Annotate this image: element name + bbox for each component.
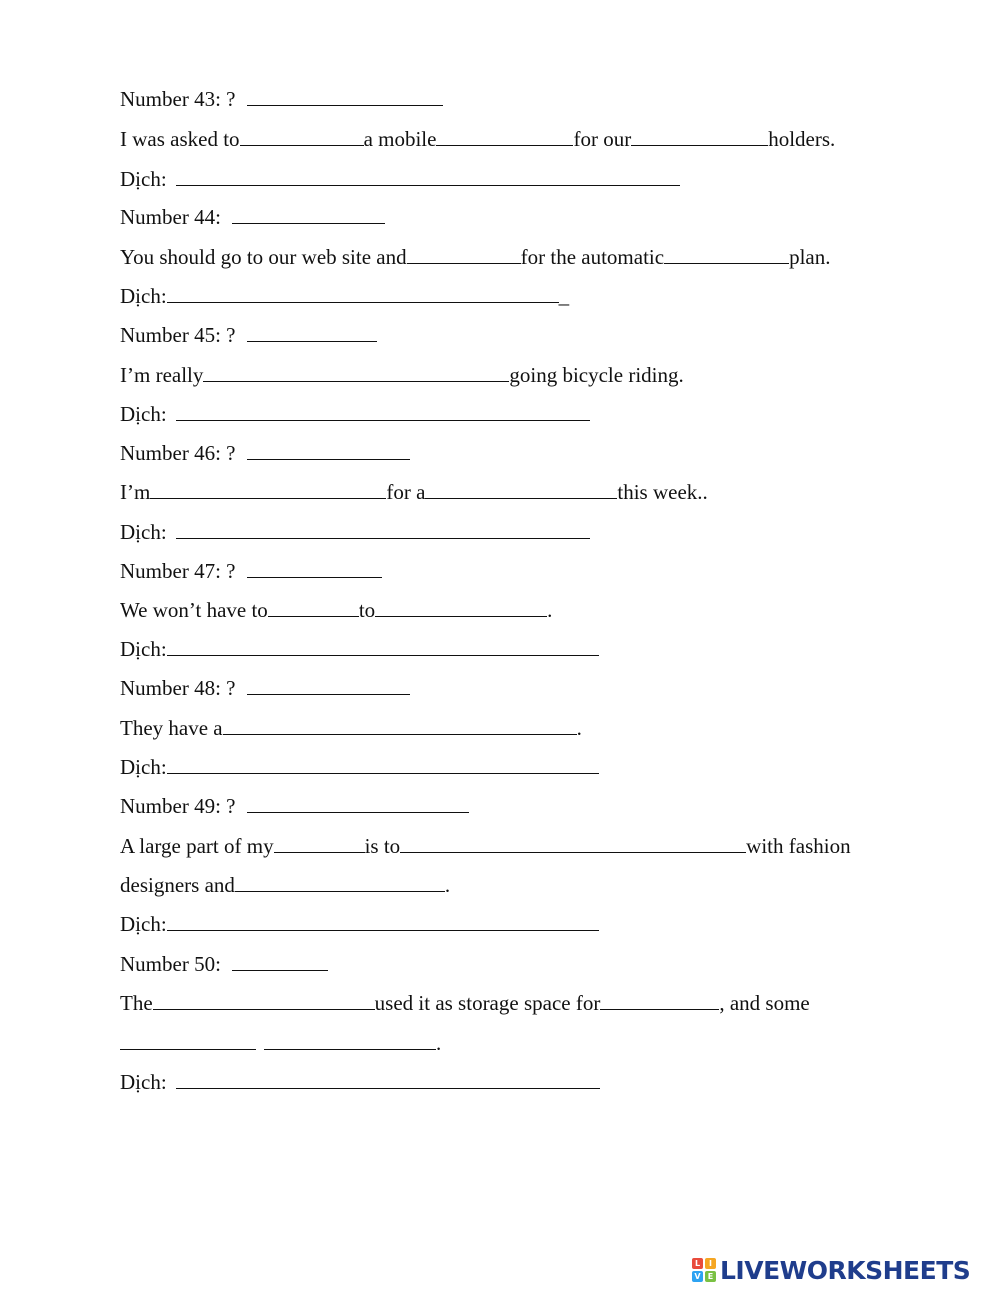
question-44-label: Number 44: [120, 205, 221, 229]
question-50-answer-blank[interactable] [232, 950, 328, 971]
sentence-blank[interactable] [425, 478, 617, 499]
question-46-answer-blank[interactable] [247, 439, 410, 460]
logo-cell: V [692, 1271, 703, 1282]
sentence-text: A large part of my [120, 834, 274, 858]
question-49-sentence-continued [120, 871, 450, 899]
sentence-blank[interactable] [274, 832, 365, 853]
sentence-text: The [120, 991, 153, 1015]
translation-label: Dịch: [120, 1070, 167, 1094]
question-45-sentence [120, 361, 684, 389]
question-48-sentence [120, 714, 582, 742]
question-50-sentence [120, 989, 810, 1017]
sentence-text: holders. [768, 127, 836, 151]
question-45-label: Number 45: ? [120, 323, 236, 347]
sentence-text: for the automatic [520, 245, 665, 269]
translation-blank[interactable] [176, 400, 590, 421]
question-43-translation [120, 165, 680, 193]
question-50-label-line [120, 950, 328, 978]
sentence-text: You should go to our web site and [120, 245, 407, 269]
question-44-translation [120, 282, 569, 310]
sentence-blank[interactable] [600, 989, 719, 1010]
question-43-answer-blank[interactable] [247, 85, 443, 106]
sentence-text: I’m [120, 480, 151, 504]
translation-label: Dịch: [120, 520, 167, 544]
question-45-answer-blank[interactable] [247, 321, 377, 342]
sentence-text: this week.. [617, 480, 708, 504]
question-46-sentence [120, 478, 708, 506]
liveworksheets-brand [692, 1255, 970, 1285]
sentence-blank[interactable] [264, 1029, 436, 1050]
sentence-text: . [444, 873, 451, 897]
translation-suffix: _ [558, 284, 570, 308]
translation-blank[interactable] [167, 282, 559, 303]
sentence-blank[interactable] [375, 596, 547, 617]
question-43-sentence [120, 125, 835, 153]
logo-cell: L [692, 1258, 703, 1269]
sentence-text: . [436, 1031, 442, 1055]
translation-blank[interactable] [167, 910, 599, 931]
question-48-label-line [120, 674, 410, 702]
question-44-label-line [120, 203, 385, 231]
sentence-blank[interactable] [268, 596, 359, 617]
question-48-answer-blank[interactable] [247, 674, 410, 695]
question-49-answer-blank[interactable] [247, 792, 469, 813]
sentence-blank[interactable] [407, 243, 521, 264]
sentence-blank[interactable] [400, 832, 746, 853]
question-48-translation [120, 753, 599, 781]
question-49-label: Number 49: ? [120, 794, 236, 818]
translation-label: Dịch: [120, 912, 167, 936]
worksheet [120, 0, 980, 1294]
translation-label: Dịch: [120, 402, 167, 426]
translation-label: Dịch: [120, 755, 167, 779]
question-46-translation [120, 518, 590, 546]
sentence-text: used it as storage space for [374, 991, 601, 1015]
question-47-answer-blank[interactable] [247, 557, 382, 578]
question-43-label-line [120, 85, 443, 113]
sentence-text: for a [386, 480, 426, 504]
sentence-text: with fashion [746, 834, 851, 858]
sentence-text: I was asked to [120, 127, 240, 151]
brand-name: LIVEWORKSHEETS [720, 1255, 971, 1285]
translation-blank[interactable] [167, 753, 599, 774]
sentence-blank[interactable] [436, 125, 573, 146]
translation-blank[interactable] [176, 165, 680, 186]
translation-label: Dịch: [120, 637, 167, 661]
sentence-text: is to [364, 834, 401, 858]
question-44-sentence [120, 243, 830, 271]
sentence-text: for our [573, 127, 632, 151]
question-44-answer-blank[interactable] [232, 203, 385, 224]
translation-blank[interactable] [176, 518, 590, 539]
translation-label: Dịch: [120, 284, 167, 308]
question-50-translation [120, 1068, 600, 1096]
question-49-sentence [120, 832, 851, 860]
question-46-label: Number 46: ? [120, 441, 236, 465]
sentence-text: plan. [789, 245, 831, 269]
question-45-translation [120, 400, 590, 428]
sentence-blank[interactable] [203, 361, 509, 382]
sentence-blank[interactable] [120, 1029, 256, 1050]
sentence-blank[interactable] [240, 125, 364, 146]
logo-cell: E [705, 1271, 716, 1282]
question-45-label-line [120, 321, 377, 349]
sentence-text: , and some [719, 991, 810, 1015]
translation-blank[interactable] [176, 1068, 600, 1089]
question-43-label: Number 43: ? [120, 87, 236, 111]
sentence-blank[interactable] [153, 989, 375, 1010]
translation-blank[interactable] [167, 635, 599, 656]
question-49-label-line [120, 792, 469, 820]
sentence-blank[interactable] [631, 125, 768, 146]
sentence-blank[interactable] [664, 243, 789, 264]
translation-label: Dịch: [120, 167, 167, 191]
question-46-label-line [120, 439, 410, 467]
logo-cell: I [705, 1258, 716, 1269]
question-47-sentence [120, 596, 552, 624]
sentence-text: designers and [120, 873, 235, 897]
question-50-label: Number 50: [120, 952, 221, 976]
sentence-text: We won’t have to [120, 598, 268, 622]
sentence-text: I’m really [120, 363, 204, 387]
sentence-text: They have a [120, 716, 223, 740]
sentence-text: to [358, 598, 376, 622]
question-49-translation [120, 910, 599, 938]
sentence-text: . [547, 598, 553, 622]
sentence-text: a mobile [363, 127, 437, 151]
liveworksheets-logo-icon [692, 1258, 716, 1282]
sentence-text: . [576, 716, 582, 740]
question-47-translation [120, 635, 599, 663]
question-48-label: Number 48: ? [120, 676, 236, 700]
sentence-text: going bicycle riding. [509, 363, 684, 387]
question-50-sentence-continued [120, 1029, 441, 1057]
question-47-label: Number 47: ? [120, 559, 236, 583]
question-47-label-line [120, 557, 382, 585]
sentence-blank[interactable] [235, 871, 445, 892]
sentence-blank[interactable] [223, 714, 577, 735]
sentence-blank[interactable] [150, 478, 386, 499]
